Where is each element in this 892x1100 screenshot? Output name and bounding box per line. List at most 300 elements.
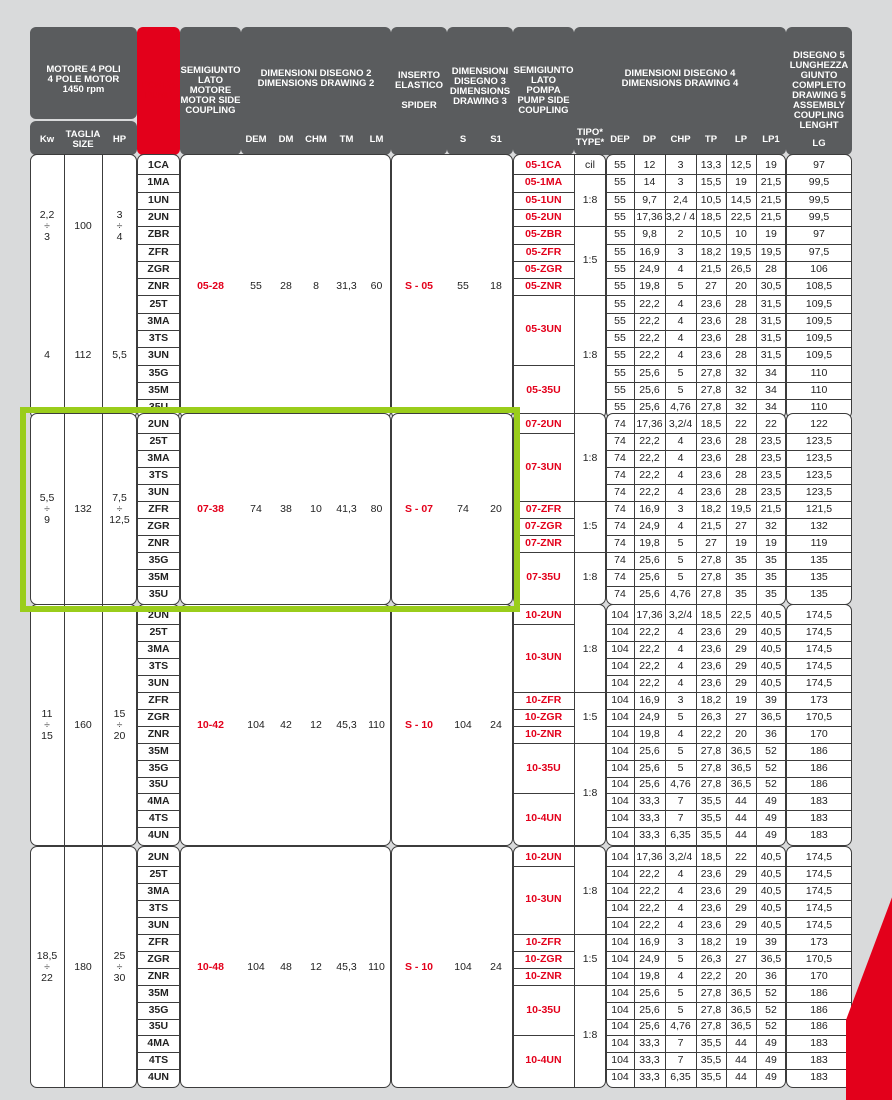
dim4-lp1: 52 bbox=[765, 744, 777, 757]
pump-model: 3TS bbox=[148, 901, 169, 914]
grid-line bbox=[574, 692, 606, 693]
grid-line bbox=[726, 155, 727, 418]
dim4-lp: 19,5 bbox=[730, 503, 752, 515]
dim4-dep: 104 bbox=[611, 867, 629, 880]
grid-line bbox=[786, 810, 852, 811]
header-motor-coupling: SEMIGIUNTO LATO MOTORE MOTOR SIDE COUPLING bbox=[180, 27, 241, 155]
dim4-lp: 22 bbox=[735, 850, 747, 863]
dim4-lp1: 21,5 bbox=[760, 176, 782, 189]
tipo-value: 1:8 bbox=[582, 349, 598, 362]
pump-model: 3UN bbox=[147, 486, 169, 498]
grid-line bbox=[786, 226, 852, 227]
pump-coupling-code: 10-2UN bbox=[525, 850, 562, 863]
pump-coupling-code: 07-2UN bbox=[525, 418, 562, 430]
dim4-dp: 16,9 bbox=[639, 935, 660, 948]
pump-model: ZGR bbox=[147, 710, 170, 723]
dim4-chp: 3 bbox=[677, 159, 684, 172]
pump-coupling-code: 05-ZBR bbox=[525, 228, 562, 241]
pump-model: 3UN bbox=[147, 918, 169, 931]
dim4-lp1: 49 bbox=[765, 795, 777, 808]
dim4-lp1: 40,5 bbox=[760, 625, 782, 638]
dim4-tp: 21,5 bbox=[700, 262, 722, 275]
grid-line bbox=[634, 155, 635, 418]
dim4-chp: 3 bbox=[677, 503, 684, 515]
dim4-dep: 104 bbox=[611, 625, 629, 638]
dim4-dp: 24,9 bbox=[639, 262, 660, 275]
dim4-lg: 97,5 bbox=[808, 245, 830, 258]
dim4-lp1: 19 bbox=[765, 228, 777, 241]
pump-model: 2UN bbox=[147, 850, 169, 863]
dim4-lp1: 40,5 bbox=[760, 867, 782, 880]
dim4-dep: 55 bbox=[614, 211, 626, 224]
dim4-lp1: 19 bbox=[765, 537, 777, 549]
tipo-value: 1:8 bbox=[582, 1028, 598, 1041]
pump-model: 35U bbox=[148, 1020, 169, 1033]
dim4-tp: 23,6 bbox=[700, 332, 722, 345]
dim4-lg: 174,5 bbox=[805, 918, 833, 931]
pump-model: 2UN bbox=[147, 211, 169, 224]
dim4-dp: 25,6 bbox=[639, 384, 660, 397]
dim4-dp: 24,9 bbox=[639, 952, 660, 965]
dim4-dep: 104 bbox=[611, 1071, 629, 1084]
dim4-chp: 5 bbox=[677, 366, 684, 379]
dim4-lp: 19 bbox=[735, 537, 747, 549]
dim4-lp1: 31,5 bbox=[760, 332, 782, 345]
spider-code: S - 10 bbox=[404, 719, 433, 732]
dim4-dep: 104 bbox=[611, 710, 629, 723]
grid-line bbox=[756, 155, 757, 418]
dim4-dp: 22,2 bbox=[639, 901, 660, 914]
dim4-dp: 19,8 bbox=[639, 537, 660, 549]
dim4-lp: 28 bbox=[735, 332, 747, 345]
grid-line bbox=[786, 192, 852, 193]
dim2-tm: 45,3 bbox=[336, 961, 357, 974]
dim4-dp: 25,6 bbox=[639, 588, 660, 600]
grid-line bbox=[513, 692, 574, 693]
pump-coupling-code: 05-1MA bbox=[524, 176, 563, 189]
pump-model: 35G bbox=[148, 554, 169, 566]
pump-model: 35G bbox=[148, 1003, 169, 1016]
dim4-lg: 183 bbox=[810, 795, 828, 808]
dim4-dep: 74 bbox=[614, 418, 626, 430]
grid-line bbox=[137, 295, 180, 296]
dim4-dp: 9,8 bbox=[642, 228, 657, 241]
pump-coupling-code: 10-ZNR bbox=[525, 969, 562, 982]
grid-line bbox=[786, 658, 852, 659]
grid-line bbox=[786, 501, 852, 502]
grid-line bbox=[726, 605, 727, 845]
dim4-lg: 123,5 bbox=[805, 486, 833, 498]
dim4-tp: 35,5 bbox=[700, 795, 722, 808]
pump-model: 1MA bbox=[147, 176, 170, 189]
grid-line bbox=[137, 209, 180, 210]
grid-line bbox=[786, 675, 852, 676]
dim4-lp: 22 bbox=[735, 418, 747, 430]
dim4-lp1: 40,5 bbox=[760, 676, 782, 689]
grid-line bbox=[786, 883, 852, 884]
dim4-lg: 174,5 bbox=[805, 642, 833, 655]
dim4-lp: 27 bbox=[735, 952, 747, 965]
grid-line bbox=[786, 1019, 852, 1020]
dim4-dep: 55 bbox=[614, 159, 626, 172]
dim4-lg: 108,5 bbox=[805, 280, 833, 293]
dim4-tp: 26,3 bbox=[700, 710, 722, 723]
dim4-chp: 5 bbox=[677, 554, 684, 566]
dim3-s1: 20 bbox=[490, 503, 502, 515]
dim4-lg: 106 bbox=[810, 262, 828, 275]
dim4-chp: 5 bbox=[677, 571, 684, 583]
pump-model: ZFR bbox=[148, 693, 169, 706]
grid-line bbox=[137, 692, 180, 693]
pump-model: 35U bbox=[148, 401, 169, 414]
pump-coupling-code: 07-ZNR bbox=[525, 537, 562, 549]
dim4-lp: 10 bbox=[735, 228, 747, 241]
dim4-dep: 104 bbox=[611, 1054, 629, 1067]
dim4-chp: 4 bbox=[677, 642, 684, 655]
dim4-tp: 35,5 bbox=[700, 829, 722, 842]
dim4-lp1: 31,5 bbox=[760, 297, 782, 310]
dim4-dp: 16,9 bbox=[639, 503, 660, 515]
dim4-tp: 27,8 bbox=[700, 1003, 722, 1016]
taglia-value: 160 bbox=[74, 719, 92, 732]
dim2-chm: 12 bbox=[310, 961, 322, 974]
dim4-chp: 6,35 bbox=[670, 829, 691, 842]
dim4-tp: 27,8 bbox=[700, 554, 722, 566]
dim4-dep: 104 bbox=[611, 676, 629, 689]
dim4-lp: 29 bbox=[735, 867, 747, 880]
grid-line bbox=[513, 278, 574, 279]
dim4-tp: 27,8 bbox=[700, 366, 722, 379]
dim4-lp: 28 bbox=[735, 314, 747, 327]
dim4-chp: 5 bbox=[677, 986, 684, 999]
grid-line bbox=[696, 414, 697, 604]
dim4-lp1: 49 bbox=[765, 1037, 777, 1050]
pump-model: 4MA bbox=[147, 795, 170, 808]
pump-model: 25T bbox=[149, 867, 168, 880]
dim4-dp: 22,2 bbox=[639, 659, 660, 672]
dim4-tp: 22,2 bbox=[700, 969, 722, 982]
kw-value: 2,2 ÷ 3 bbox=[39, 208, 55, 243]
grid-line bbox=[786, 1035, 852, 1036]
grid-line bbox=[137, 968, 180, 969]
grid-line bbox=[726, 414, 727, 604]
dim4-chp: 4 bbox=[677, 659, 684, 672]
grid-line bbox=[137, 810, 180, 811]
grid-line bbox=[786, 726, 852, 727]
grid-line bbox=[137, 866, 180, 867]
dim4-lp1: 39 bbox=[765, 935, 777, 948]
dim4-lg: 99,5 bbox=[808, 193, 830, 206]
dim4-tp: 23,6 bbox=[700, 297, 722, 310]
dim4-chp: 7 bbox=[677, 1054, 684, 1067]
grid-line bbox=[696, 155, 697, 418]
grid-line bbox=[513, 261, 574, 262]
grid-line bbox=[786, 347, 852, 348]
pump-coupling-code: 07-ZFR bbox=[525, 503, 562, 515]
dim4-tp: 18,2 bbox=[700, 935, 722, 948]
grid-line bbox=[513, 1035, 574, 1036]
pump-coupling-code: 10-3UN bbox=[525, 893, 562, 906]
dim4-lp1: 35 bbox=[765, 571, 777, 583]
dim4-chp: 4 bbox=[677, 332, 684, 345]
dim4-tp: 23,6 bbox=[700, 676, 722, 689]
dim4-dep: 104 bbox=[611, 850, 629, 863]
dim4-dp: 22,2 bbox=[639, 435, 660, 447]
grid-line bbox=[513, 726, 574, 727]
dim4-lp: 29 bbox=[735, 884, 747, 897]
dim4-dp: 19,8 bbox=[639, 969, 660, 982]
motor-coupling-code: 07-38 bbox=[197, 503, 224, 515]
dim4-lp1: 31,5 bbox=[760, 349, 782, 362]
grid-line bbox=[513, 985, 574, 986]
grid-line bbox=[137, 985, 180, 986]
grid-line bbox=[64, 605, 65, 845]
pump-coupling-code: 10-3UN bbox=[525, 651, 562, 664]
grid-line bbox=[137, 313, 180, 314]
tipo-value: 1:5 bbox=[582, 254, 598, 267]
grid-line bbox=[513, 244, 574, 245]
grid-line bbox=[513, 365, 574, 366]
dim4-lg: 170,5 bbox=[805, 710, 833, 723]
dim4-lg: 174,5 bbox=[805, 867, 833, 880]
dim4-lp1: 39 bbox=[765, 693, 777, 706]
dim4-dep: 104 bbox=[611, 642, 629, 655]
highlight-frame bbox=[20, 407, 520, 612]
dim4-lp1: 34 bbox=[765, 401, 777, 414]
dim4-dep: 55 bbox=[614, 349, 626, 362]
dim4-lg: 186 bbox=[810, 778, 828, 791]
pump-model: 35M bbox=[148, 384, 169, 397]
grid-line bbox=[574, 985, 606, 986]
motor-coupling-code: 10-48 bbox=[197, 961, 224, 974]
pump-model: ZFR bbox=[148, 503, 169, 515]
dim4-lg: 109,5 bbox=[805, 297, 833, 310]
dim4-dp: 33,3 bbox=[639, 1054, 660, 1067]
pump-coupling-code: 10-35U bbox=[526, 761, 561, 774]
grid-line bbox=[574, 174, 606, 175]
grid-line bbox=[696, 605, 697, 845]
grid-line bbox=[137, 793, 180, 794]
dim2-chm: 8 bbox=[313, 280, 319, 293]
dim4-chp: 7 bbox=[677, 812, 684, 825]
grid-line bbox=[137, 261, 180, 262]
pump-model: 3TS bbox=[148, 469, 169, 481]
dim4-lp1: 49 bbox=[765, 829, 777, 842]
dim4-dep: 74 bbox=[614, 537, 626, 549]
grid-line bbox=[786, 484, 852, 485]
grid-line bbox=[513, 968, 574, 969]
dim4-lp: 32 bbox=[735, 401, 747, 414]
pump-model: ZGR bbox=[147, 262, 170, 275]
header-spider: INSERTO ELASTICO SPIDER bbox=[391, 27, 447, 155]
dim4-lp1: 32 bbox=[765, 520, 777, 532]
grid-line bbox=[786, 866, 852, 867]
pump-model: ZNR bbox=[147, 969, 170, 982]
pump-model: 35M bbox=[148, 986, 169, 999]
pump-model: 3UN bbox=[147, 676, 169, 689]
grid-line bbox=[786, 624, 852, 625]
dim4-chp: 4 bbox=[677, 884, 684, 897]
dim4-lp: 14,5 bbox=[730, 193, 752, 206]
pump-coupling-code: 10-4UN bbox=[525, 1054, 562, 1067]
dim4-lg: 183 bbox=[810, 812, 828, 825]
dim4-lp: 36,5 bbox=[730, 778, 752, 791]
dim3-s1: 18 bbox=[490, 280, 502, 293]
grid-line bbox=[665, 847, 666, 1087]
header-col-tp: TP bbox=[704, 134, 718, 145]
dim2-dm: 42 bbox=[280, 719, 292, 732]
dim4-lg: 99,5 bbox=[808, 176, 830, 189]
dim4-dep: 74 bbox=[614, 588, 626, 600]
dim4-tp: 27 bbox=[705, 280, 717, 293]
dim4-lp: 19,5 bbox=[730, 245, 752, 258]
grid-line bbox=[64, 155, 65, 418]
dim3-s: 55 bbox=[457, 280, 469, 293]
grid-line bbox=[786, 552, 852, 553]
pump-model: 1UN bbox=[147, 193, 169, 206]
dim4-tp: 18,2 bbox=[700, 245, 722, 258]
grid-line bbox=[786, 709, 852, 710]
dim4-lg: 109,5 bbox=[805, 349, 833, 362]
pump-model: 35G bbox=[148, 761, 169, 774]
pump-model: 35U bbox=[148, 588, 169, 600]
dim4-chp: 4 bbox=[677, 452, 684, 464]
dim4-dp: 14 bbox=[643, 176, 656, 189]
dim4-lp: 35 bbox=[735, 571, 747, 583]
dim3-s: 104 bbox=[454, 961, 472, 974]
dim4-dp: 22,2 bbox=[639, 625, 660, 638]
dim4-dp: 17,36 bbox=[636, 850, 663, 863]
dim4-lp: 35 bbox=[735, 588, 747, 600]
dim4-tp: 27,8 bbox=[700, 384, 722, 397]
dim4-dep: 104 bbox=[611, 969, 629, 982]
dim4-dep: 104 bbox=[611, 761, 629, 774]
taglia-value: 112 bbox=[74, 349, 92, 362]
dim4-lg: 183 bbox=[810, 1054, 828, 1067]
dim4-lp1: 23,5 bbox=[760, 452, 782, 464]
dim4-tp: 27,8 bbox=[700, 744, 722, 757]
dim4-dep: 104 bbox=[611, 812, 629, 825]
dim4-lg: 186 bbox=[810, 1020, 828, 1033]
grid-line bbox=[786, 793, 852, 794]
dim2-tm: 31,3 bbox=[336, 280, 357, 293]
dim4-dep: 104 bbox=[611, 608, 629, 621]
dim4-dp: 22,2 bbox=[639, 918, 660, 931]
dim4-tp: 18,5 bbox=[700, 418, 722, 430]
pump-model: ZGR bbox=[147, 520, 170, 532]
grid-line bbox=[513, 866, 574, 867]
dim4-tp: 18,5 bbox=[700, 211, 722, 224]
dim4-tp: 26,3 bbox=[700, 952, 722, 965]
grid-line bbox=[137, 709, 180, 710]
dim4-chp: 4 bbox=[677, 486, 684, 498]
dim4-tp: 23,6 bbox=[700, 659, 722, 672]
dim4-chp: 3,2/4 bbox=[668, 418, 693, 430]
dim4-lp1: 34 bbox=[765, 384, 777, 397]
dim4-lp1: 36,5 bbox=[760, 952, 782, 965]
dim4-lg: 186 bbox=[810, 986, 828, 999]
dim4-lg: 135 bbox=[810, 588, 828, 600]
hp-value: 25 ÷ 30 bbox=[113, 950, 126, 985]
header-col-dm: DM bbox=[278, 134, 294, 145]
pump-coupling-code: 05-ZGR bbox=[524, 262, 563, 275]
grid-line bbox=[64, 847, 65, 1087]
dim4-lp1: 30,5 bbox=[760, 280, 782, 293]
dim4-dep: 55 bbox=[614, 245, 626, 258]
grid-line bbox=[786, 295, 852, 296]
pump-coupling-code: 05-2UN bbox=[525, 211, 562, 224]
header-dim4: DIMENSIONI DISEGNO 4 DIMENSIONS DRAWING 4 bbox=[574, 27, 786, 155]
dim4-lg: 110 bbox=[810, 401, 828, 414]
grid-line bbox=[786, 743, 852, 744]
grid-line bbox=[513, 501, 574, 502]
dim4-lp: 19 bbox=[735, 693, 747, 706]
dim4-lp1: 36 bbox=[765, 727, 777, 740]
dim4-chp: 4 bbox=[677, 867, 684, 880]
dim4-tp: 18,2 bbox=[700, 693, 722, 706]
dim4-lp: 35 bbox=[735, 554, 747, 566]
red-corner-decoration bbox=[846, 860, 892, 1100]
dim4-dp: 25,6 bbox=[639, 1003, 660, 1016]
dim4-dep: 55 bbox=[614, 366, 626, 379]
pump-coupling-code: 05-35U bbox=[526, 384, 561, 397]
pump-model: 4TS bbox=[148, 1054, 169, 1067]
grid-line bbox=[786, 399, 852, 400]
kw-value: 4 bbox=[44, 349, 50, 362]
dim4-dp: 22,2 bbox=[639, 297, 660, 310]
grid-line bbox=[786, 1069, 852, 1070]
dim4-lp1: 23,5 bbox=[760, 435, 782, 447]
dim4-dp: 17,36 bbox=[636, 211, 663, 224]
dim4-dep: 104 bbox=[611, 659, 629, 672]
dim4-lp1: 23,5 bbox=[760, 486, 782, 498]
pump-model: ZBR bbox=[147, 228, 170, 241]
pump-model: 1CA bbox=[147, 159, 169, 172]
dim4-dep: 55 bbox=[614, 176, 626, 189]
grid-line bbox=[786, 586, 852, 587]
header-col-dp: DP bbox=[642, 134, 657, 145]
dim4-lg: 183 bbox=[810, 829, 828, 842]
grid-line bbox=[786, 467, 852, 468]
dim4-lg: 174,5 bbox=[805, 608, 833, 621]
dim4-chp: 5 bbox=[677, 1003, 684, 1016]
dim4-tp: 27,8 bbox=[700, 986, 722, 999]
dim4-lp1: 52 bbox=[765, 986, 777, 999]
pump-model: ZFR bbox=[148, 245, 169, 258]
grid-line bbox=[137, 278, 180, 279]
grid-line bbox=[634, 414, 635, 604]
dim4-lg: 174,5 bbox=[805, 850, 833, 863]
dim4-chp: 4 bbox=[677, 676, 684, 689]
grid-line bbox=[574, 552, 606, 553]
dim4-tp: 23,6 bbox=[700, 625, 722, 638]
dim4-lg: 97 bbox=[813, 228, 825, 241]
grid-line bbox=[513, 433, 574, 434]
dim4-chp: 5 bbox=[677, 280, 684, 293]
dim4-tp: 23,6 bbox=[700, 314, 722, 327]
dim4-dp: 25,6 bbox=[639, 761, 660, 774]
pump-coupling-code: 05-3UN bbox=[525, 323, 562, 336]
dim4-tp: 35,5 bbox=[700, 812, 722, 825]
dim2-lm: 110 bbox=[368, 961, 385, 974]
hp-value: 7,5 ÷ 12,5 bbox=[109, 492, 130, 526]
dim2-dm: 48 bbox=[280, 961, 292, 974]
dim4-lg: 186 bbox=[810, 744, 828, 757]
tipo-value: 1:8 bbox=[582, 786, 598, 799]
dim4-tp: 23,6 bbox=[700, 469, 722, 481]
dim4-dp: 22,2 bbox=[639, 867, 660, 880]
header-pump-coupling: SEMIGIUNTO LATO POMPA PUMP SIDE COUPLING bbox=[513, 27, 574, 155]
